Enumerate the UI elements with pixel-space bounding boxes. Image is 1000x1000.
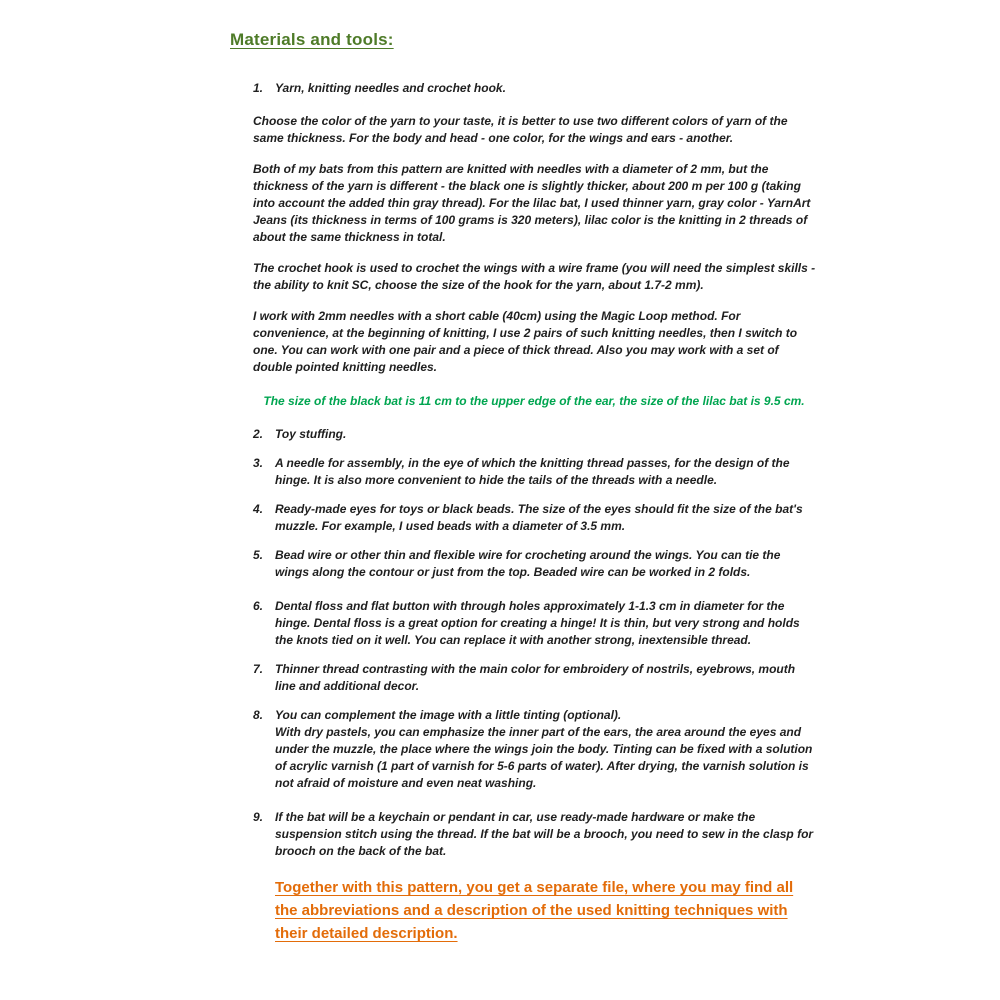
- item-number: 5.: [253, 548, 264, 562]
- item-text: If the bat will be a keychain or pendant in car, use ready-made hardware or make the suspension stitch using the thread. If the bat will be a brooch, you need to sew in the clasp for brooch on the back of the bat.: [275, 810, 814, 858]
- item-number: 3.: [253, 456, 264, 470]
- page-title: Materials and tools:: [230, 30, 394, 49]
- item-text: Yarn, knitting needles and crochet hook.: [275, 81, 506, 95]
- list-item-7: [253, 661, 816, 695]
- item-text-line2: With dry pastels, you can emphasize the inner part of the ears, the area around the eyes and under the muzzle, the place where the wings join the body. Tinting can be fixed with a solution of acrylic varnish (1 part of varnish for 5-6 parts of water). After drying, the varnish solution is not afraid of moisture and even neat washing.: [275, 725, 813, 790]
- item-text: Thinner thread contrasting with the main color for embroidery of nostrils, eyebrows, mouth line and additional decor.: [275, 662, 796, 693]
- paragraph-yarn-color: Choose the color of the yarn to your taste, it is better to use two different colors of yarn of the same thickness. For the body and head - one color, for the wings and ears - another.: [253, 114, 788, 145]
- item-number: 2.: [253, 427, 264, 441]
- item-text: A needle for assembly, in the eye of which the knitting thread passes, for the design of the hinge. It is also more convenient to hide the tails of the threads with a needle.: [275, 456, 790, 487]
- document-content: [230, 30, 816, 945]
- list-item-3: [253, 455, 816, 489]
- item-number: 8.: [253, 708, 264, 722]
- paragraph-needles-method: I work with 2mm needles with a short cable (40cm) using the Magic Loop method. For convenience, at the beginning of knitting, I use 2 pairs of such knitting needles, then I switch to one. You can work with one pair and a piece of thick thread. Also you may work with a set of double pointed knitting needles.: [253, 309, 798, 374]
- list-item-1: [253, 80, 816, 97]
- paragraph-yarn-thickness: Both of my bats from this pattern are knitted with needles with a diameter of 2 mm, but the thickness of the yarn is different - the black one is slightly thicker, about 200 m per 100 g (taking into account the added thin gray thread). For the lilac bat, I used thinner yarn, gray color - YarnArt Jeans (its thickness in terms of 100 grams is 320 meters), lilac color is the knitting in 2 threads of about the same thickness in total.: [253, 162, 811, 244]
- list-item-6: [253, 598, 816, 649]
- item-text: Dental floss and flat button with through holes approximately 1-1.3 cm in diameter for the hinge. Dental floss is a great option for creating a hinge! It is thin, but very strong and holds the knots tied on it well. You can replace it with another strong, inextensible thread.: [275, 599, 800, 647]
- separate-file-note: Together with this pattern, you get a separate file, where you may find all the abbreviations and a description of the used knitting techniques with their detailed description.: [275, 879, 794, 942]
- item-number: 6.: [253, 599, 264, 613]
- size-note: The size of the black bat is 11 cm to the upper edge of the ear, the size of the lilac bat is 9.5 cm.: [263, 394, 805, 408]
- item-text: Ready-made eyes for toys or black beads. The size of the eyes should fit the size of the bat's muzzle. For example, I used beads with a diameter of 3.5 mm.: [275, 502, 803, 533]
- list-item-2: [253, 426, 816, 443]
- item-number: 4.: [253, 502, 264, 516]
- item-number: 9.: [253, 810, 264, 824]
- item-number: 7.: [253, 662, 264, 676]
- list-item-9: [253, 809, 816, 860]
- list-item-4: [253, 501, 816, 535]
- paragraph-crochet-hook: The crochet hook is used to crochet the wings with a wire frame (you will need the simplest skills - the ability to knit SC, choose the size of the hook for the yarn, about 1.7-2 mm).: [253, 261, 816, 292]
- list-item-8: [253, 707, 816, 792]
- item-text: Toy stuffing.: [275, 427, 347, 441]
- list-item-5: [253, 547, 816, 581]
- item-number: 1.: [253, 81, 264, 95]
- item-text: Bead wire or other thin and flexible wire for crocheting around the wings. You can tie the wings along the contour or just from the top. Beaded wire can be worked in 2 folds.: [275, 548, 781, 579]
- item-text-line1: You can complement the image with a little tinting (optional).: [275, 708, 622, 722]
